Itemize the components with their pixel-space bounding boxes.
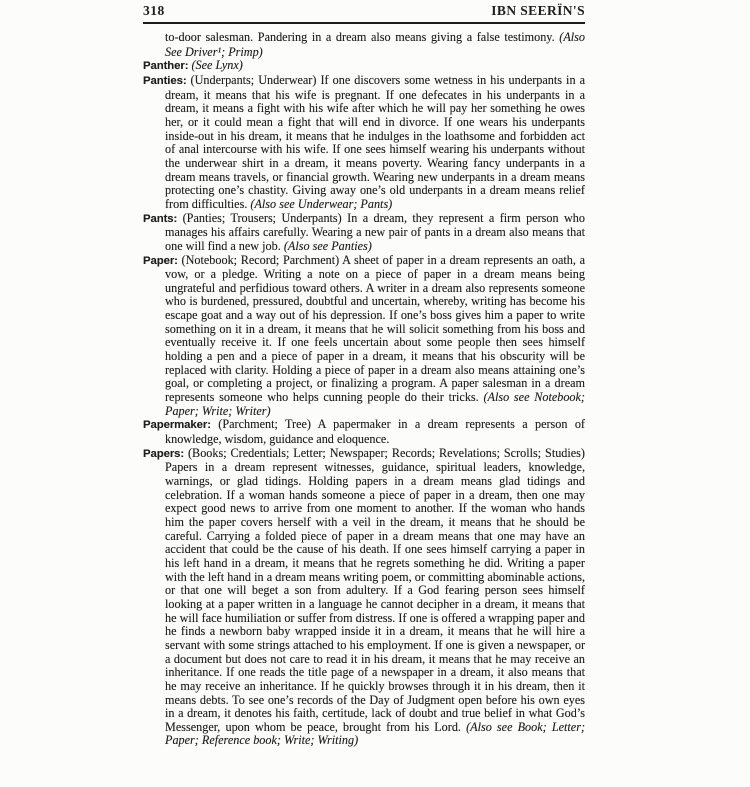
entry-also-see: (Also see Panties) [283,238,372,253]
entry-term: Panther: [143,60,189,73]
entry-body: (Books; Credentials; Letter; Newspaper; Records; Revelations; Scrolls; Studies) Papers in a dream represent witnesses, guidance, spiritual leaders, knowledge, warnings, or glad tidings. Holding papers in a dream means glad tidings and celebration. If a woman hands someone a piece of paper in a dream, then one may expect good news to arrive from one moment to another. If the woman who hands him the paper covers herself with a veil in the dream, it means that he should be careful. Carrying a folded piece of paper in a dream means that one may have an accident that could be the cause of his death. If one sees himself carrying a paper in his left hand in a dream, it means that he regrets something he did. Writing a paper with the left hand in a dream means writing poem, or committing abominable actions, or that one will beget a son from adultery. If a God fearing person sees himself looking at a paper written in a language he cannot decipher in a dream, it means that he will face humiliation or suffer from distress. If one is offered a wrapping paper and he finds a newborn baby wrapped inside it in a dream, it means that he will hire a servant with some strings attached to his employment. If one is given a newspaper, or a document but does not care to read it in his dream, it means that he may receive an inheritance. If one reads the title page of a newspaper in a dream, it also means that he may receive an inheritance. If he quickly browses through it in his dream, then it means debts. To see one’s records of the Day of Judgment open before his own eyes in a dream, it denotes his faith, certitude, lack of doubt and true belief in what God’s Messenger, upon whom be peace, brought from his Lord. [165,445,585,734]
running-title: IBN SEERÏN'S [491,3,585,18]
header-rule [143,22,585,24]
entry-also-see: (Also See Driver¹; Primp) [165,30,585,59]
entry-term: Paper: [143,254,178,267]
dictionary-entry-pants [143,212,585,254]
page-body [143,31,585,748]
dictionary-entry-papermaker [143,418,585,446]
entry-term: Papers: [143,447,185,460]
entry-body: to-door salesman. Pandering in a dream also means giving a false testimony. [165,30,560,44]
page-header [143,3,585,21]
dictionary-entry-panties [143,74,585,212]
entry-body: (Notebook; Record; Parchment) A sheet of paper in a dream represents an oath, a vow, or a pledge. Writing a note on a piece of paper in a dream means being ungrateful and perfidious toward others. A writer in a dream also represents someone who is burdened, pressured, doubtful and uncertain, whereby, writing has become his escape goat and a way out of his depression. If one’s boss gives him a paper to write something on it in a dream, it means that he will solicit something from his boss and eventually receive it. If one feels uncertain about some people then sees himself holding a pen and a piece of paper in a dream, it means that his obscurity will be replaced with clarity. Holding a piece of paper in a dream also means attaining one’s goal, or completing a project, or finalizing a program. A paper salesman in a dream represents someone who helps cunning people do their tricks. [165,252,585,405]
page-content [143,3,585,748]
entry-body: (Panties; Trousers; Underpants) In a dream, they represent a firm person who manages his affairs carefully. Wearing a new pair of pants in a dream also means that one will find a new job. [165,210,585,253]
entry-term: Panties: [143,74,187,87]
dictionary-entry-panther [143,59,585,74]
entry-also-see: (Also see Underwear; Pants) [250,196,393,211]
dictionary-entry-paper [143,254,585,419]
entry-also-see: (See Lynx) [191,58,243,73]
entry-also-see: (Also see Notebook; Paper; Write; Writer) [165,390,585,418]
dictionary-entry-panderer-continuation [143,31,585,59]
page-number: 318 [143,3,165,18]
entry-term: Papermaker: [143,419,211,432]
dictionary-entry-papers [143,447,585,748]
entry-body: (Parchment; Tree) A papermaker in a dream represents a person of knowledge, wisdom, guidance and eloquence. [165,417,585,447]
entry-body: (Underpants; Underwear) If one discovers some wetness in his underpants in a dream, it means that his wife is pregnant. If one defecates in his underpants in a dream, it means a fight with his wife after which he will pay her something he owes her, or it could mean a fight that will end in divorce. If one wears his underpants inside-out in his dream, it means that he indulges in the loathsome and forbidden act of anal intercourse with his wife. If one sees himself wearing his underpants without the underwear shirt in a dream, it means poverty. Wearing fancy underpants in a dream means travels, or financial growth. Wearing new underpants in a dream means protecting one’s chastity. Giving away one’s old underpants in a dream means relief from difficulties. [165,72,585,211]
entry-term: Pants: [143,212,178,225]
entry-also-see: (Also see Book; Letter; Paper; Reference book; Write; Writing) [165,719,585,748]
